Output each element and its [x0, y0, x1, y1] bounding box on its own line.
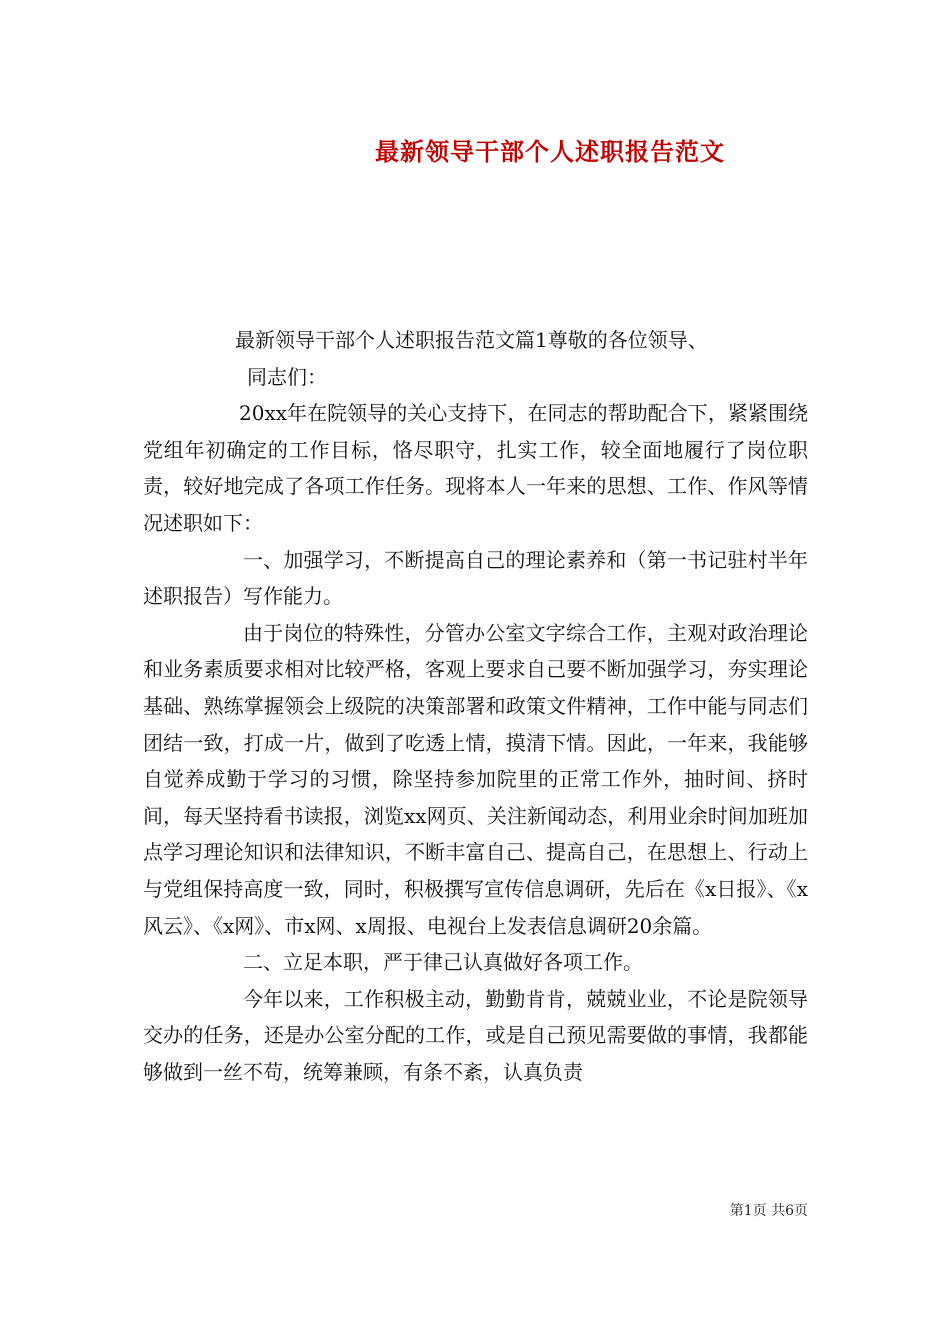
- paragraph-section-two-body: 今年以来，工作积极主动，勤勤肯肯，兢兢业业，不论是院领导交办的任务，还是办公室分配的工作，或是自己预见需要做的事情，我都能够做到一丝不苟，统筹兼顾，有条不紊，认真负责: [143, 986, 808, 1084]
- document-body: [143, 322, 808, 1090]
- page-number: 第1页 共6页: [729, 1203, 808, 1219]
- document-title: 最新领导干部个人述职报告范文: [375, 137, 725, 166]
- paragraph-intro: 20xx年在院领导的关心支持下，在同志的帮助配合下，紧紧围绕党组年初确定的工作目标，恪尽职守，扎实工作，较全面地履行了岗位职责，较好地完成了各项工作任务。现将本人一年来的思想、工作、作风等情况述职如下：: [143, 401, 808, 535]
- paragraph-section-one-body: 由于岗位的特殊性，分管办公室文字综合工作，主观对政治理论和业务素质要求相对比较严格，客观上要求自己要不断加强学习，夯实理论基础、熟练掌握领会上级院的决策部署和政策文件精神，工作中能与同志们团结一致，打成一片，做到了吃透上情，摸清下情。因此，一年来，我能够自觉养成勤于学习的习惯，除坚持参加院里的正常工作外，抽时间、挤时间，每天坚持看书读报，浏览xx网页、关注新闻动态，利用业余时间加班加点学习理论知识和法律知识，不断丰富自己、提高自己，在思想上、行动上与党组保持高度一致，同时，积极撰写宣传信息调研，先后在《x日报》、《x风云》、《x网》、市x网、x周报、电视台上发表信息调研20余篇。: [143, 620, 808, 938]
- paragraph-addressee: 同志们：: [247, 364, 327, 389]
- paragraph-heading-line: 最新领导干部个人述职报告范文篇1尊敬的各位领导、: [235, 328, 708, 352]
- paragraph-section-one-heading: 一、加强学习，不断提高自己的理论素养和（第一书记驻村半年述职报告）写作能力。: [143, 547, 808, 609]
- paragraph-section-two-heading: 二、立足本职，严于律己认真做好各项工作。: [243, 950, 643, 975]
